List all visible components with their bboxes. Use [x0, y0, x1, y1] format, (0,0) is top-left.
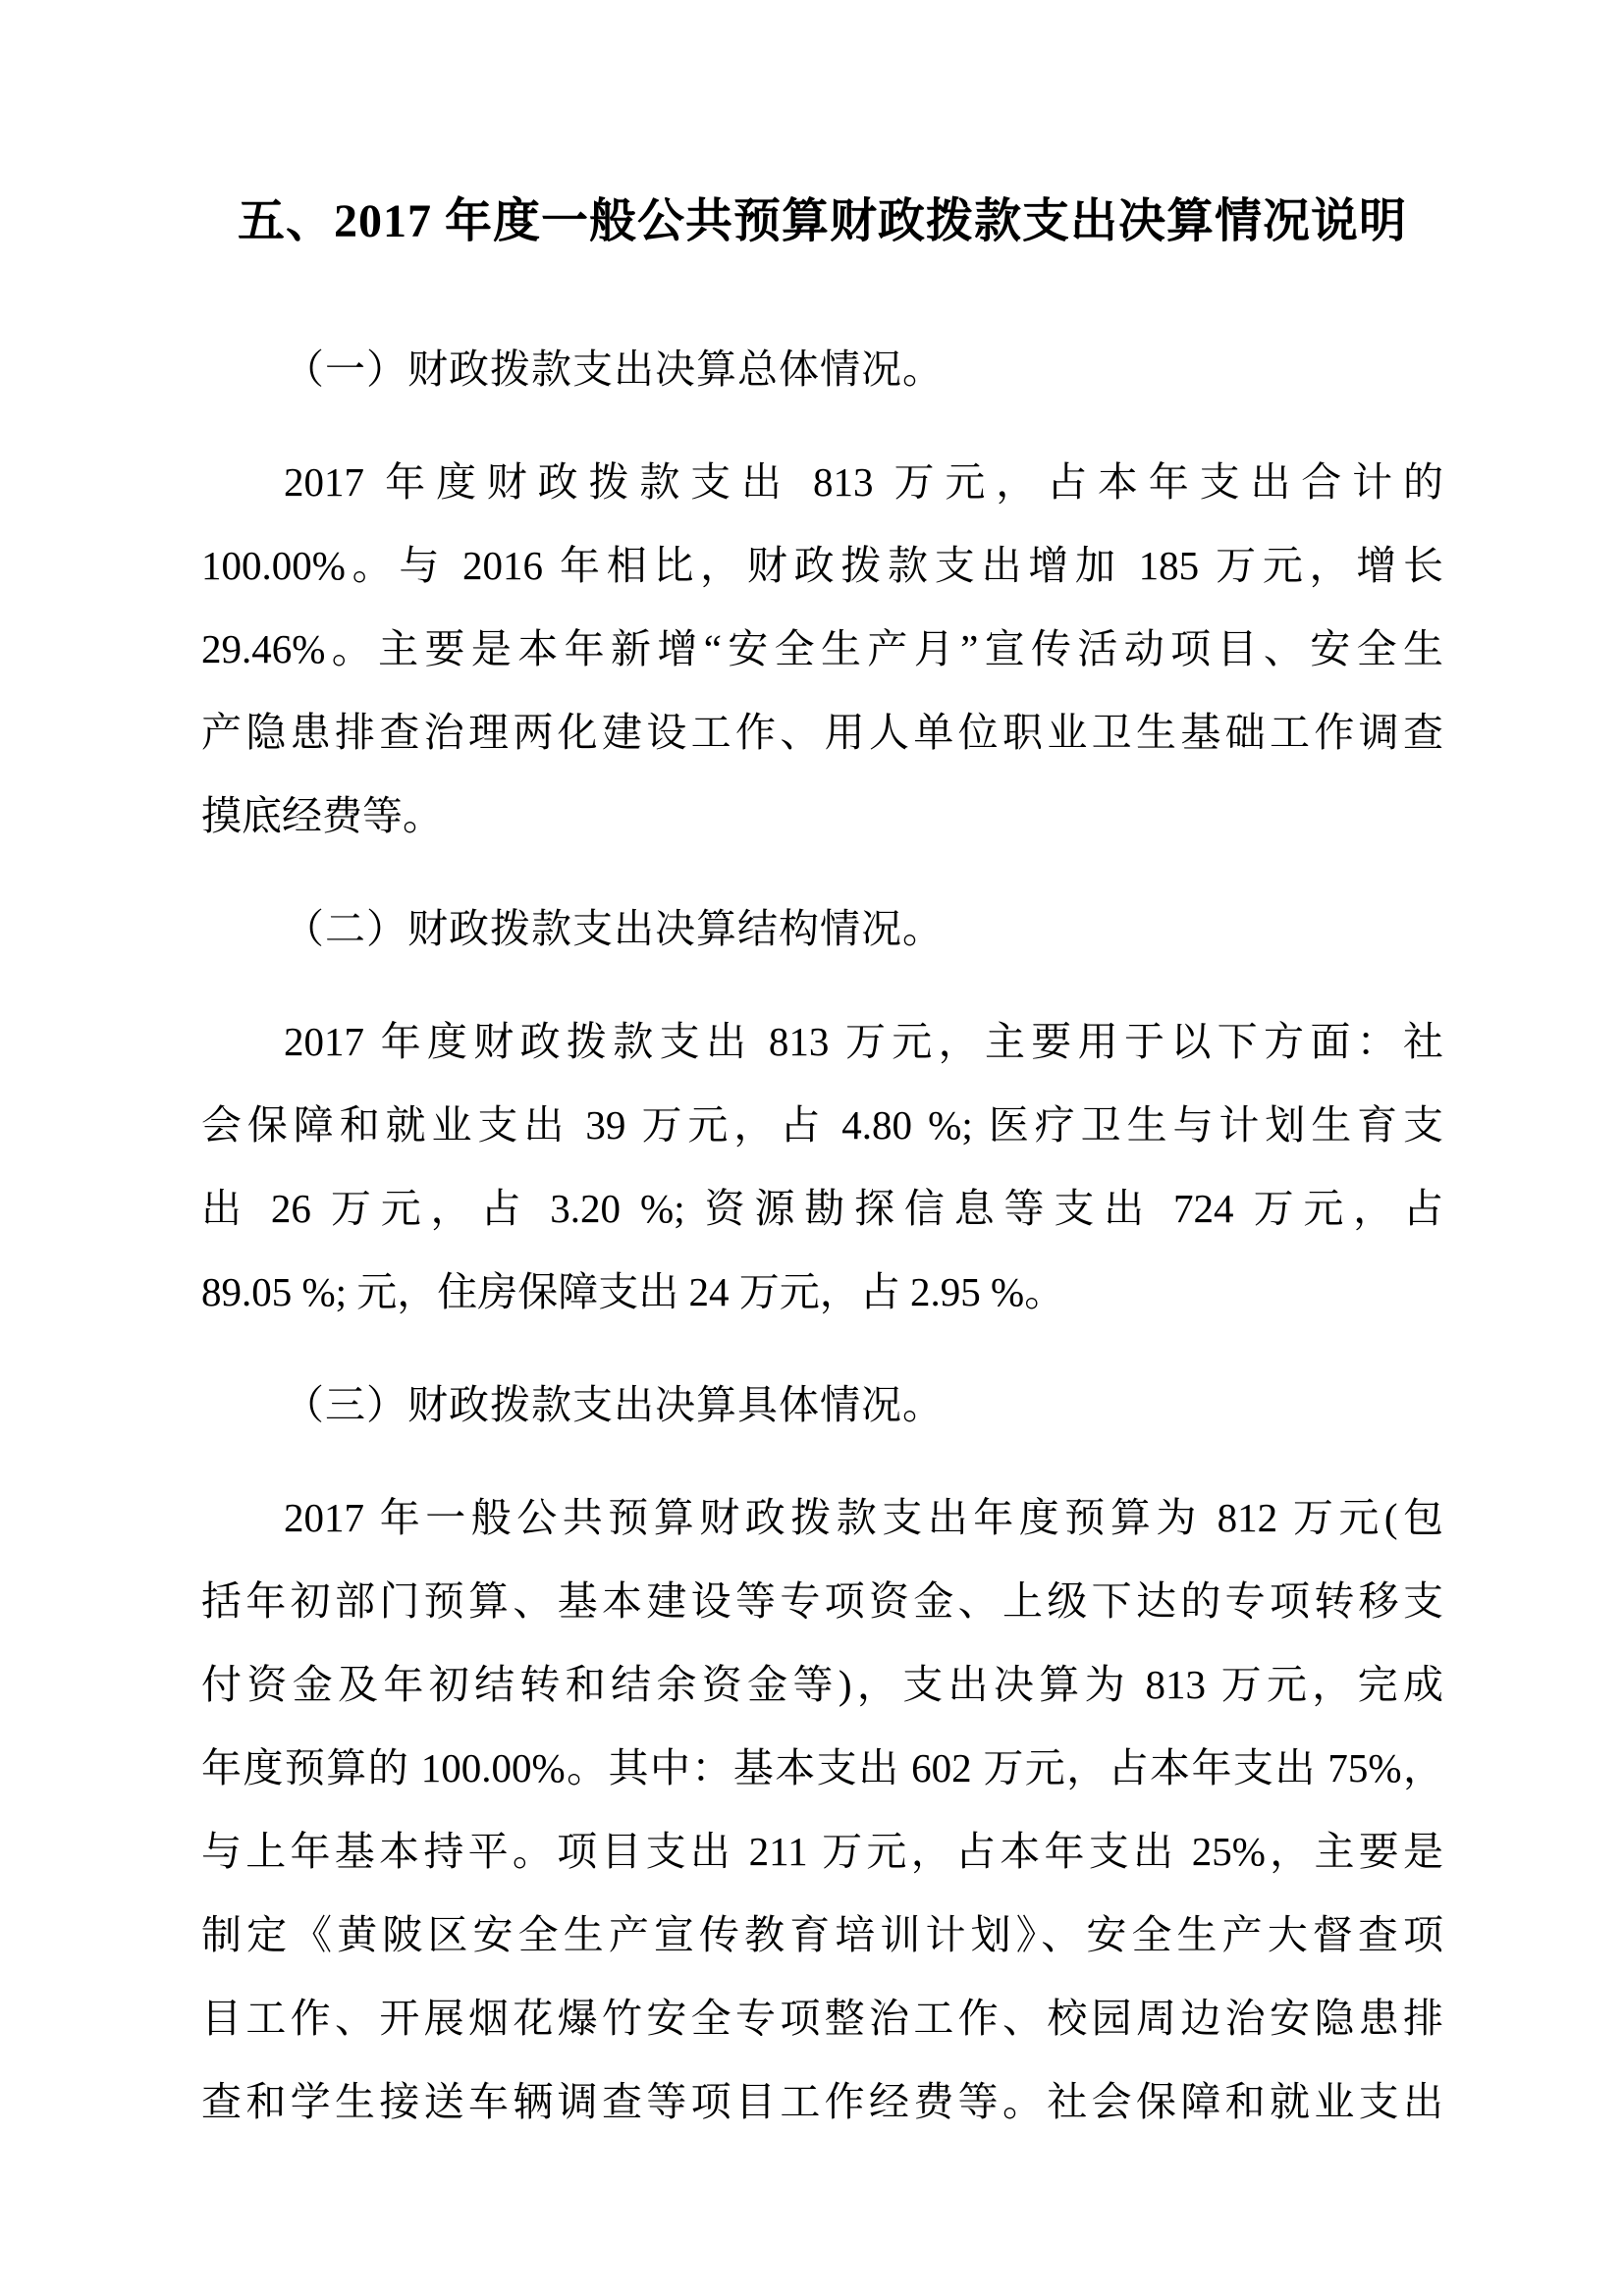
section-1-heading: （一）财政拨款支出决算总体情况。 [284, 347, 944, 392]
text-line: 摸底经费等。 [201, 793, 443, 838]
text-line: 出 26 万元，占 3.20 %; 资源勘探信息等支出 724 万元，占 [201, 1186, 1443, 1231]
section-2-heading: （二）财政拨款支出决算结构情况。 [284, 906, 944, 951]
section-3-heading: （三）财政拨款支出决算具体情况。 [284, 1382, 944, 1427]
text-line: 89.05 %; 元，住房保障支出 24 万元，占 2.95 %。 [201, 1269, 1065, 1314]
text-line: 年度预算的 100.00%。其中：基本支出 602 万元，占本年支出 75%， [201, 1745, 1443, 1790]
section-2-paragraph [201, 1000, 1443, 1334]
text-line: 2017 年度财政拨款支出 813 万元，占本年支出合计的 [284, 459, 1443, 505]
text-line: 产隐患排查治理两化建设工作、用人单位职业卫生基础工作调查 [201, 710, 1443, 755]
text-line: 2017 年度财政拨款支出 813 万元，主要用于以下方面：社 [284, 1019, 1443, 1064]
text-line: 付资金及年初结转和结余资金等)，支出决算为 813 万元，完成 [201, 1662, 1443, 1707]
text-line: 括年初部门预算、基本建设等专项资金、上级下达的专项转移支 [201, 1578, 1443, 1624]
text-line: 查和学生接送车辆调查等项目工作经费等。社会保障和就业支出 [201, 2079, 1443, 2124]
text-line: 100.00%。与 2016 年相比，财政拨款支出增加 185 万元，增长 [201, 543, 1443, 588]
text-line: 29.46%。主要是本年新增“安全生产月”宣传活动项目、安全生 [201, 626, 1443, 671]
text-line: 2017 年一般公共预算财政拨款支出年度预算为 812 万元(包 [284, 1495, 1443, 1540]
section-3-paragraph [201, 1476, 1443, 2144]
text-line: 目工作、开展烟花爆竹安全专项整治工作、校园周边治安隐患排 [201, 1996, 1443, 2041]
text-line: 制定《黄陂区安全生产宣传教育培训计划》、安全生产大督查项 [201, 1912, 1443, 1957]
text-line: 与上年基本持平。项目支出 211 万元，占本年支出 25%，主要是 [201, 1829, 1443, 1874]
page-title: 五、2017 年度一般公共预算财政拨款支出决算情况说明 [237, 195, 1407, 247]
text-line: 会保障和就业支出 39 万元，占 4.80 %; 医疗卫生与计划生育支 [201, 1102, 1443, 1148]
section-1-paragraph [201, 441, 1443, 858]
